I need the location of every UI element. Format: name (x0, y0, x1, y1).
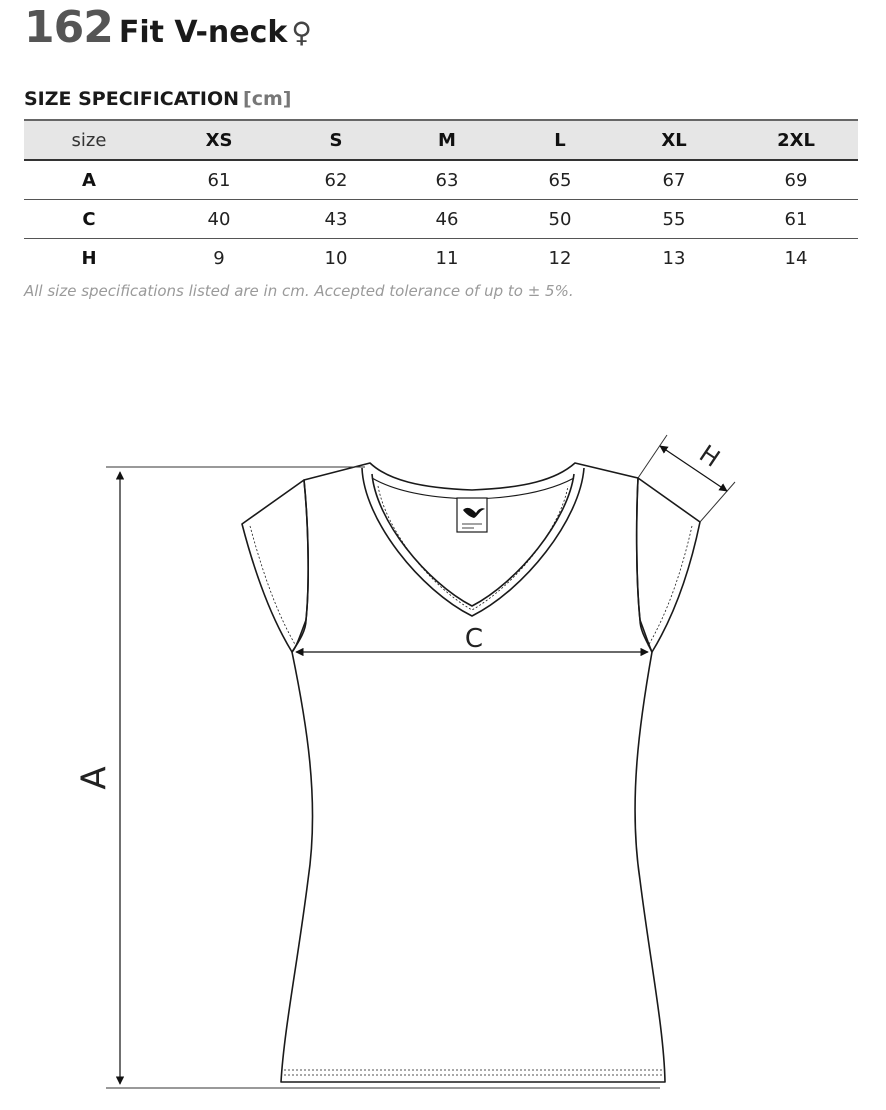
header-2xl: 2XL (777, 129, 815, 151)
table-cell: 9 (213, 247, 225, 269)
table-cell: 43 (324, 208, 348, 230)
row-label: C (82, 208, 96, 230)
table-cell: 13 (662, 247, 686, 269)
row-label: H (81, 247, 97, 269)
product-number: 162 (24, 2, 113, 53)
table-cell: 67 (662, 169, 686, 191)
table-cell: 55 (662, 208, 686, 230)
tshirt-outline (242, 463, 700, 1082)
table-cell: 65 (548, 169, 572, 191)
header-l: L (554, 129, 566, 151)
header-size: size (71, 129, 107, 151)
dimension-c (296, 624, 648, 654)
label-h: H (694, 439, 725, 473)
size-spec-title: SIZE SPECIFICATION (24, 88, 240, 110)
header-m: M (438, 129, 456, 151)
table-cell: 10 (324, 247, 348, 269)
table-cell: 61 (207, 169, 231, 191)
table-cell: 69 (784, 169, 808, 191)
table-cell: 61 (784, 208, 808, 230)
bird-logo-icon (457, 498, 487, 532)
dimension-h (638, 435, 735, 522)
row-label: A (82, 169, 96, 191)
table-cell: 46 (435, 208, 459, 230)
label-c: C (464, 624, 484, 654)
dimension-a (75, 467, 661, 1088)
product-name: Fit V-neck (118, 15, 288, 50)
header-s: S (329, 129, 343, 151)
header-xs: XS (205, 129, 233, 151)
table-cell: 50 (548, 208, 572, 230)
tolerance-note: All size specifications listed are in cm. Accepted tolerance of up to ± 5%. (24, 282, 574, 300)
size-spec-unit: [cm] (243, 88, 292, 110)
table-cell: 40 (207, 208, 231, 230)
table-cell: 11 (435, 247, 459, 269)
label-a: A (74, 766, 115, 790)
table-cell: 14 (784, 247, 808, 269)
table-cell: 63 (435, 169, 459, 191)
header-xl: XL (661, 129, 687, 151)
table-cell: 62 (324, 169, 348, 191)
female-symbol-icon: ♀ (291, 16, 312, 49)
table-cell: 12 (548, 247, 572, 269)
